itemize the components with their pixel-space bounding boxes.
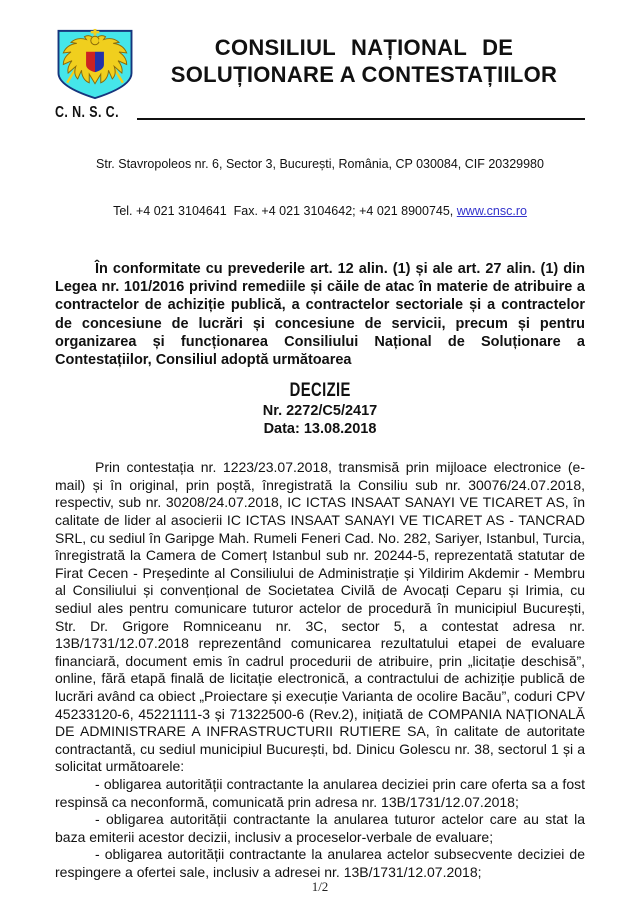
- org-abbreviation: C. N. S. C.: [55, 104, 119, 121]
- request-item: - obligarea autorității contractante la anularea deciziei prin care oferta sa a fost respinsă ca neconformă, comunicată prin adresa nr. 13B/1731/12.07.2018;: [55, 775, 585, 810]
- page-number: 1/2: [311, 879, 329, 894]
- org-title-line2: SOLUȚIONARE A CONTESTAȚIILOR: [170, 62, 558, 87]
- decision-date: Data: 13.08.2018: [263, 421, 377, 438]
- page-footer: [0, 879, 640, 895]
- decision-body: [55, 459, 585, 881]
- org-address-line: Str. Stavropoleos nr. 6, Sector 3, București, România, CP 030084, CIF 20329980: [96, 157, 544, 171]
- abbreviation-row: [55, 104, 585, 122]
- decision-number: Nr. 2272/C5/2417: [262, 403, 378, 420]
- website-link[interactable]: www.cnsc.ro: [456, 203, 527, 218]
- request-item: - obligarea autorității contractante la anularea actelor subsecvente deciziei de respingere a ofertei sale, inclusiv a adresei nr. 13B/1731/12.07.2018;: [55, 846, 585, 880]
- decision-heading: [55, 381, 585, 438]
- coat-of-arms-logo: [55, 26, 143, 101]
- org-title-line1: CONSILIUL NAȚIONAL DE: [214, 35, 514, 60]
- request-item: - obligarea autorității contractante la anularea tuturor actelor care au stat la baza emiterii acestor decizii, inclusiv a proceselor-verbale de evaluare;: [55, 811, 585, 845]
- header-rule: [137, 118, 585, 120]
- org-address-block: [55, 126, 585, 250]
- org-title: [143, 26, 585, 88]
- org-contact-text: Tel. +4 021 3104641 Fax. +4 021 3104642; +4 021 8900745,: [113, 203, 454, 218]
- romanian-coat-of-arms-icon: [55, 28, 135, 101]
- preamble-paragraph: În conformitate cu prevederile art. 12 alin. (1) și ale art. 27 alin. (1) din Legea nr. 101/2016 privind remediile și căile de atac în materie de atribuire a contractelor de achiziție publică, a contractelor sectoriale și a contractelor de concesiune de lucrări și concesiune de servicii, precum și pentru organizarea și funcționarea Consiliului Național de Soluționare a Contestațiilor, Consiliul adoptă următoarea: [55, 261, 585, 369]
- document-header: [55, 26, 585, 101]
- org-contact-line: [55, 204, 585, 220]
- decision-title: DECIZIE: [289, 380, 351, 402]
- contestation-paragraph: Prin contestația nr. 1223/23.07.2018, transmisă prin mijloace electronice (e-mail) și în original, prin poștă, înregistrată la Consiliu sub nr. 30076/24.07.2018, respectiv, sub nr. 30208/24.07.2018, IC ICTAS INSAAT SANAYI VE TICARET AS, în calitate de lider al asocierii IC ICTAS INSAAT SANAYI VE TICARET AS - TANCRAD SRL, cu sediul în Garipge Mah. Rumeli Feneri Cad. No. 282, Sariyer, Istanbul, Turcia, înregistrată la Camera de Comerț Istanbul sub nr. 20244-5, reprezentată statutar de Firat Cecen - Președinte al Consiliului de Administrație și Yildirim Akdemir - Membru al Consiliului și convențional de Societatea Civilă de Avocați Ceparu și Irimia, cu sediul ales pentru comunicare tuturor actelor de procedură în municipiul București, Str. Dr. Grigore Romniceanu nr. 3C, sector 5, a contestat adresa nr. 13B/1731/12.07.2018 reprezentând comunicarea rezultatului etapei de evaluare financiară, document emis în cadrul procedurii de atribuire, prin „licitație deschisă”, online, fără etapă finală de licitație electronică, a contractului de achiziție publică de lucrări având ca obiect „Proiectare și execuție Varianta de ocolire Bacău”, coduri CPV 45233120-6, 45221111-3 și 71322500-6 (Rev.2), inițiată de COMPANIA NAȚIONALĂ DE ADMINISTRARE A INFRASTRUCTURII RUTIERE SA, în calitate de autoritate contractantă, cu sediul municipiul București, bd. Dinicu Golescu nr. 38, sectorul 1 și a solicitat următoarele:: [55, 459, 585, 775]
